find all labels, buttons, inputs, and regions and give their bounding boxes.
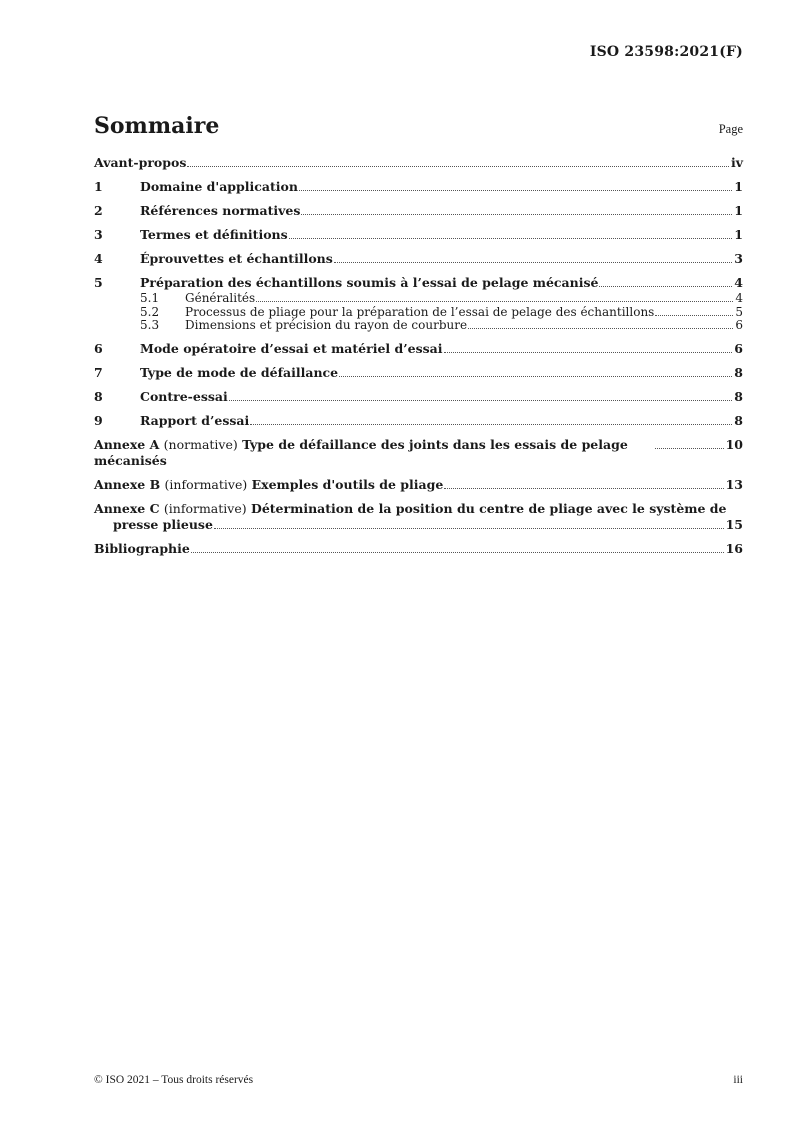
toc-entry-number: 5.2: [140, 304, 160, 319]
annex-title: Exemples d'outils de pliage: [251, 476, 444, 492]
toc-entry-label: Mode opératoire d’essai et matériel d’essai: [140, 340, 443, 356]
toc-entry-section-4[interactable]: [94, 251, 743, 267]
toc-entry-section-8[interactable]: [94, 389, 743, 405]
toc-entry-label: Rapport d’essai: [140, 412, 250, 428]
dot-leader: [468, 328, 733, 329]
toc-entry-label: Éprouvettes et échantillons: [140, 251, 333, 266]
toc-entry-page: 3: [734, 251, 743, 266]
dot-leader: [229, 400, 733, 401]
annex-name: Annexe A: [94, 436, 160, 452]
annex-name: Annexe B: [94, 476, 161, 492]
toc-entry-label: Généralités: [185, 291, 256, 305]
annex-title: Détermination de la position du centre de pliage avec le système de: [250, 500, 727, 516]
annex-type: (informative): [163, 500, 247, 516]
toc-entry-page: 16: [725, 540, 743, 556]
toc-entry-label: [94, 477, 443, 493]
dot-leader: [214, 528, 724, 529]
dot-leader: [444, 352, 733, 353]
table-of-contents: [94, 155, 743, 565]
toc-entry-label-continuation: [94, 517, 743, 533]
toc-entry-label: Processus de pliage pour la préparation de l’essai de pelage des échantillons: [185, 304, 655, 319]
toc-entry-number: 9: [94, 412, 103, 428]
toc-entry-number: 5.3: [140, 318, 160, 332]
dot-leader: [599, 286, 732, 287]
dot-leader: [444, 488, 723, 489]
toc-entry-page: 1: [734, 179, 743, 194]
page-number: iii: [733, 1074, 743, 1086]
toc-entry-section-9[interactable]: [94, 413, 743, 429]
toc-entry-label: Avant-propos: [94, 155, 187, 170]
toc-entry-label: [94, 501, 743, 517]
toc-entry-bibliography[interactable]: [94, 541, 743, 557]
toc-entry-page: 8: [734, 388, 743, 404]
dot-leader: [334, 262, 733, 263]
annex-type: (informative): [164, 476, 248, 492]
toc-entry-page: 8: [734, 412, 743, 428]
toc-entry-label: Type de mode de défaillance: [140, 364, 339, 380]
toc-entry-number: 5: [94, 275, 103, 290]
toc-entry-label: [94, 437, 654, 469]
toc-entry-page: 6: [734, 340, 743, 356]
dot-leader: [299, 190, 732, 191]
toc-entry-page: 15: [725, 516, 743, 532]
toc-entry-section-5[interactable]: [94, 275, 743, 291]
toc-entry-label: Dimensions et précision du rayon de courbure: [185, 318, 468, 332]
toc-entry-label: Termes et définitions: [140, 227, 288, 242]
toc-entry-number: 7: [94, 364, 103, 380]
toc-entry-page: 1: [734, 203, 743, 218]
annex-title-continued: presse plieuse: [113, 516, 213, 532]
toc-heading-row: [94, 113, 743, 139]
toc-entry-number: 3: [94, 227, 103, 242]
page-footer: [94, 1074, 743, 1086]
toc-entry-number: 4: [94, 251, 103, 266]
dot-leader: [187, 166, 729, 167]
dot-leader: [250, 424, 732, 425]
annex-type: (normative): [163, 436, 238, 452]
dot-leader: [655, 448, 724, 449]
dot-leader: [191, 552, 724, 553]
toc-entry-subsection-5-2[interactable]: [94, 306, 743, 320]
toc-entry-number: 5.1: [140, 291, 160, 305]
page-column-label: Page: [718, 122, 743, 136]
toc-entry-page: 4: [735, 291, 743, 305]
toc-title: Sommaire: [94, 113, 220, 139]
toc-entry-number: 1: [94, 179, 103, 194]
toc-entry-page: 5: [735, 304, 743, 319]
dot-leader: [256, 301, 733, 302]
dot-leader: [301, 214, 732, 215]
toc-entry-page: iv: [730, 155, 743, 170]
toc-entry-label: Contre-essai: [140, 388, 228, 404]
toc-entry-number: 2: [94, 203, 103, 218]
dot-leader: [339, 376, 732, 377]
toc-entry-subsection-5-3[interactable]: [94, 319, 743, 333]
toc-entry-section-7[interactable]: [94, 365, 743, 381]
toc-entry-page: 1: [734, 227, 743, 242]
annex-title: Type de défaillance des joints dans les essais de pelage mécanisés: [94, 436, 628, 468]
toc-entry-section-1[interactable]: [94, 179, 743, 195]
annex-name: Annexe C: [94, 500, 160, 516]
toc-entry-section-6[interactable]: [94, 341, 743, 357]
standard-number: ISO 23598:2021(F): [589, 44, 743, 60]
toc-entry-annex-c[interactable]: [94, 501, 743, 533]
toc-entry-page: 8: [734, 364, 743, 380]
toc-entry-page: 6: [735, 318, 743, 332]
toc-entry-annex-a[interactable]: [94, 437, 743, 469]
toc-entry-foreword[interactable]: [94, 155, 743, 171]
toc-entry-section-3[interactable]: [94, 227, 743, 243]
toc-entry-section-2[interactable]: [94, 203, 743, 219]
toc-entry-number: 8: [94, 388, 103, 404]
toc-entry-label: Domaine d'application: [140, 179, 298, 194]
copyright-notice: © ISO 2021 – Tous droits réservés: [94, 1074, 254, 1086]
toc-entry-page: 13: [725, 476, 743, 492]
dot-leader: [289, 238, 733, 239]
toc-entry-label: Préparation des échantillons soumis à l’essai de pelage mécanisé: [140, 275, 599, 290]
toc-entry-number: 6: [94, 340, 103, 356]
toc-entry-subsection-5-1[interactable]: [94, 292, 743, 306]
toc-entry-page: 10: [725, 436, 743, 452]
toc-entry-annex-b[interactable]: [94, 477, 743, 493]
toc-entry-label: Références normatives: [140, 203, 301, 218]
dot-leader: [655, 315, 733, 316]
toc-entry-label: Bibliographie: [94, 540, 190, 556]
toc-entry-page: 4: [734, 275, 743, 290]
